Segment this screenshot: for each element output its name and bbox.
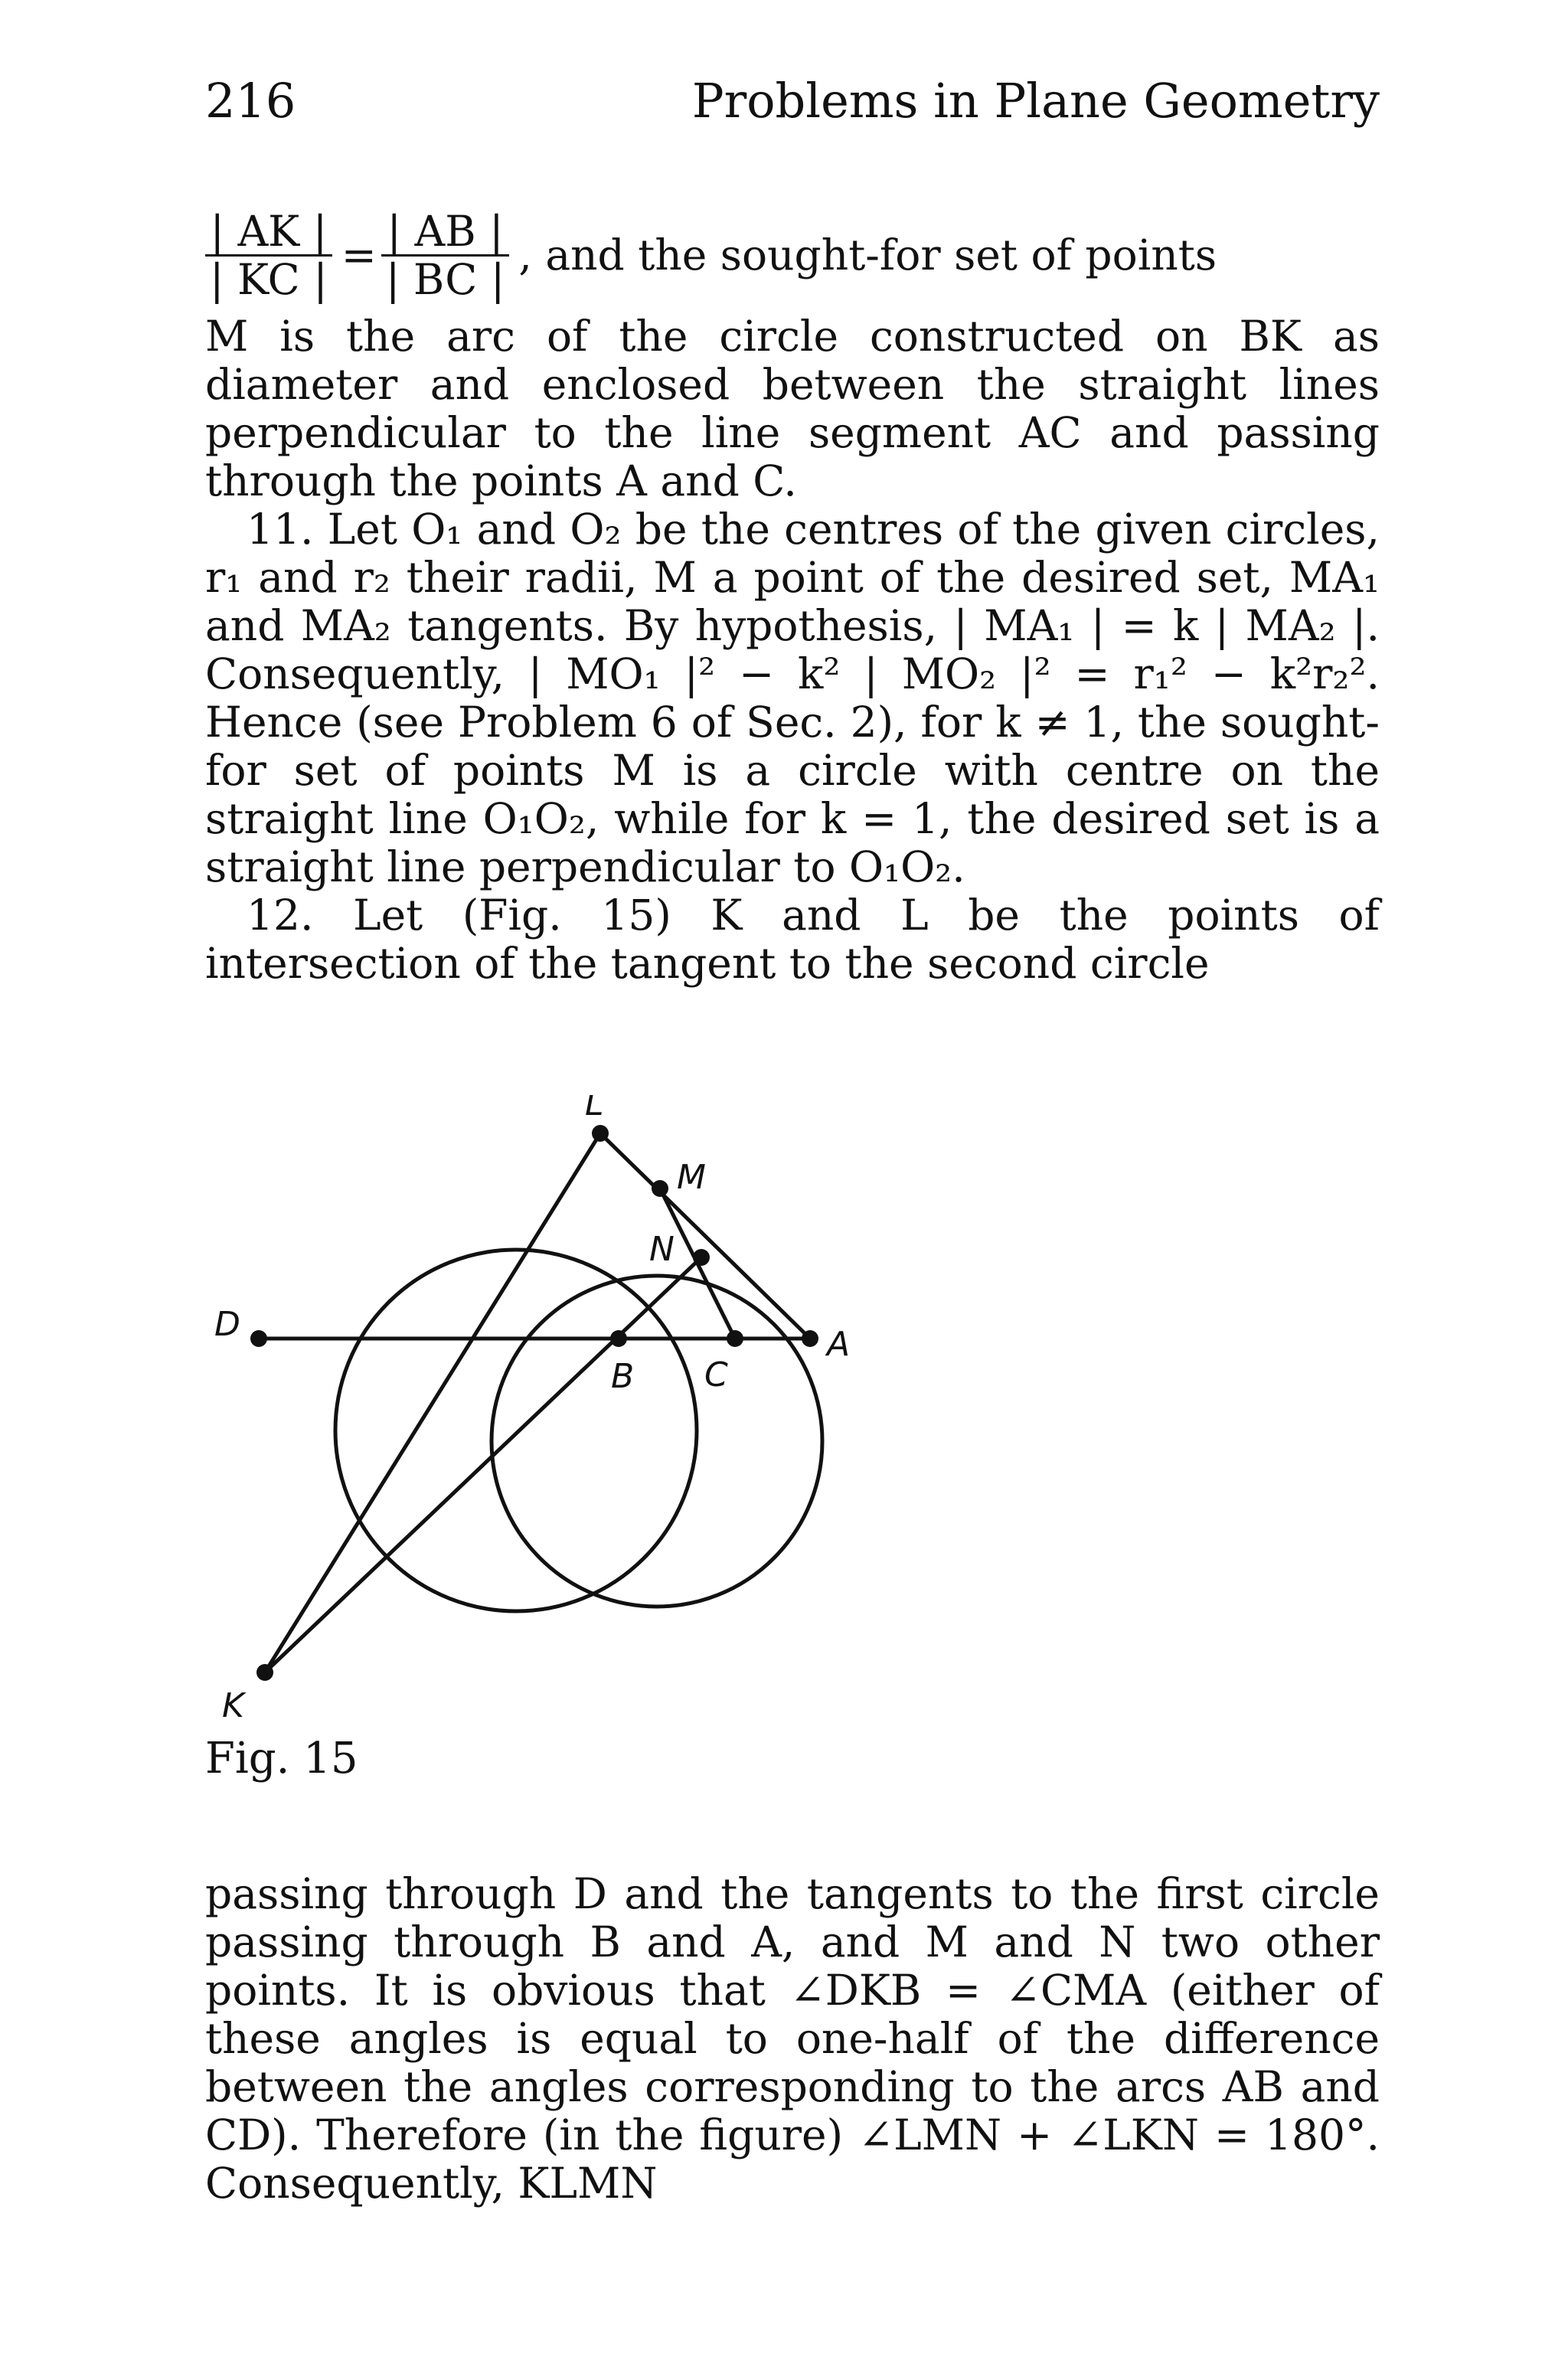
ratio-left-denominator: | KC | — [210, 254, 328, 304]
ratio-right-numerator: | AB | — [381, 208, 510, 257]
bottom-text-block — [205, 1870, 1380, 2208]
first-circle — [335, 1250, 697, 1611]
ratio-equals-sign: = — [341, 230, 377, 280]
figure-15-diagram — [205, 1095, 1380, 1784]
point-C — [727, 1330, 743, 1347]
label-A: A — [827, 1325, 851, 1364]
label-D: D — [214, 1305, 240, 1344]
point-B — [610, 1330, 627, 1347]
label-K: K — [222, 1686, 244, 1725]
label-N: N — [649, 1230, 675, 1269]
page-number: 216 — [205, 73, 296, 129]
ratio-left-fraction — [205, 208, 332, 302]
running-title: Problems in Plane Geometry — [691, 73, 1380, 129]
paragraph-12-continued: passing through D and the tangents to the first circle passing through B and A, and M and N two other points. It is obvious that ∠DKB = ∠CMA (either of these angles is equal to one-half of the difference between the angles corresponding to the arcs AB and CD). Therefore (in the figure) ∠LMN + ∠LKN = 180°. Consequently, KLMN — [205, 1869, 1380, 2208]
ratio-right-fraction — [381, 208, 510, 302]
point-K — [256, 1664, 273, 1681]
point-N — [693, 1249, 710, 1266]
paragraph-10-rest: M is the arc of the circle constructed on BK as diameter and enclosed between the straight lines perpendicular to the line segment AC and passing through the points A and C. — [205, 312, 1380, 505]
figure-15 — [205, 1095, 1380, 1784]
label-L: L — [585, 1095, 604, 1123]
ratio-right-denominator: | BC | — [385, 254, 505, 304]
paragraph-12-start: 12. Let (Fig. 15) K and L be the points of intersection of the tangent to the second circle — [205, 891, 1380, 988]
label-M: M — [677, 1158, 706, 1197]
point-D — [250, 1330, 267, 1347]
ratio-left-numerator: | AK | — [205, 208, 332, 257]
label-C: C — [704, 1355, 728, 1394]
label-B: B — [611, 1357, 635, 1396]
ratio-trailing-text: , and the sought-for set of points — [518, 230, 1217, 280]
point-L — [592, 1125, 609, 1142]
ratio-formula — [205, 198, 1380, 312]
second-circle — [492, 1276, 822, 1607]
point-A — [802, 1330, 818, 1347]
point-M — [652, 1180, 668, 1197]
paragraph-11: 11. Let O₁ and O₂ be the centres of the given circles, r₁ and r₂ their radii, M a point of the desired set, MA₁ and MA₂ tangents. By hypothesis, | MA₁ | = k | MA₂ |. Consequently, | MO₁ |² − k² | MO₂ |² = r₁² − k²r₂². Hence (see Problem 6 of Sec. 2), for k ≠ 1, the sought-for set of points M is a circle with centre on the straight line O₁O₂, while for k = 1, the desired set is a straight line perpendicular to O₁O₂. — [205, 505, 1380, 891]
figure-caption: Fig. 15 — [205, 1734, 358, 1783]
top-text-block — [205, 198, 1380, 988]
running-head — [205, 70, 1380, 132]
